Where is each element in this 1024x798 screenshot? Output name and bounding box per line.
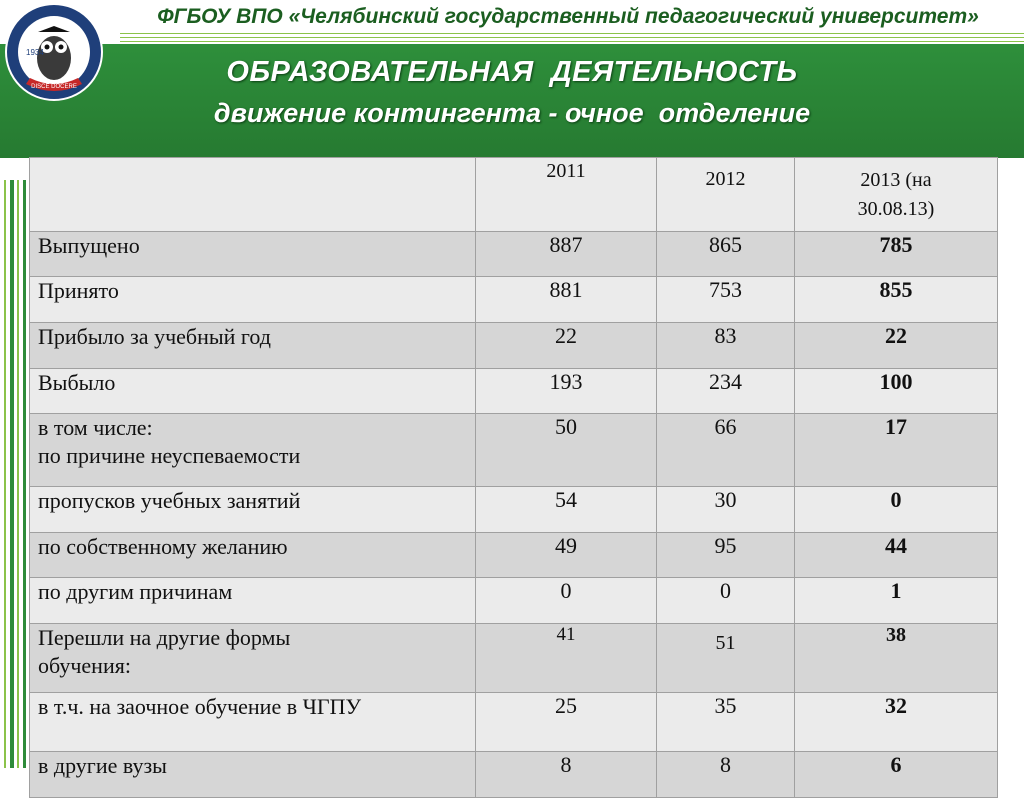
table-row (30, 232, 998, 277)
header-2012: 2012 (657, 158, 795, 232)
table-row (30, 277, 998, 323)
table-header-row (30, 158, 998, 232)
value-2012: 95 (657, 533, 795, 578)
value-2011: 887 (476, 232, 657, 277)
value-2011: 49 (476, 533, 657, 578)
value-2013: 38 (795, 624, 998, 693)
logo-year: 1934 (26, 48, 44, 57)
value-2012: 83 (657, 323, 795, 369)
value-2012: 0 (657, 578, 795, 624)
value-2011: 8 (476, 752, 657, 798)
table-row (30, 624, 998, 693)
page-title: ОБРАЗОВАТЕЛЬНАЯ ДЕЯТЕЛЬНОСТЬ (226, 56, 798, 88)
value-2012: 865 (657, 232, 795, 277)
row-label: Принято (30, 277, 476, 323)
contingent-table (29, 157, 998, 798)
value-2012: 35 (657, 693, 795, 752)
org-title: ФГБОУ ВПО «Челябинский государственный педагогический университет» (157, 5, 979, 28)
value-2013: 22 (795, 323, 998, 369)
header-2011: 2011 (476, 158, 657, 232)
side-decoration (0, 180, 30, 768)
value-2012: 66 (657, 414, 795, 487)
row-label: в другие вузы (30, 752, 476, 798)
value-2013: 855 (795, 277, 998, 323)
value-2011: 50 (476, 414, 657, 487)
value-2013: 17 (795, 414, 998, 487)
value-2011: 41 (476, 624, 657, 693)
row-label: по собственному желанию (30, 533, 476, 578)
value-2012: 8 (657, 752, 795, 798)
row-label: Прибыло за учебный год (30, 323, 476, 369)
value-2012: 234 (657, 369, 795, 414)
value-2013: 6 (795, 752, 998, 798)
value-2011: 881 (476, 277, 657, 323)
row-label: Выпущено (30, 232, 476, 277)
table-row (30, 414, 998, 487)
row-label: в том числе: по причине неуспеваемости (30, 414, 476, 487)
header-2013: 2013 (на 30.08.13) (795, 158, 998, 232)
table-row (30, 533, 998, 578)
value-2011: 25 (476, 693, 657, 752)
header-divider (120, 33, 1024, 43)
header-label-cell (30, 158, 476, 232)
table-row (30, 369, 998, 414)
value-2013: 100 (795, 369, 998, 414)
row-label: в т.ч. на заочное обучение в ЧГПУ (30, 693, 476, 752)
value-2013: 0 (795, 487, 998, 533)
value-2013: 44 (795, 533, 998, 578)
value-2013: 32 (795, 693, 998, 752)
row-label: Выбыло (30, 369, 476, 414)
value-2012: 51 (657, 624, 795, 693)
value-2011: 193 (476, 369, 657, 414)
value-2013: 785 (795, 232, 998, 277)
table-row (30, 323, 998, 369)
value-2012: 753 (657, 277, 795, 323)
table-row (30, 752, 998, 798)
row-label: пропусков учебных занятий (30, 487, 476, 533)
table-row (30, 487, 998, 533)
row-label: по другим причинам (30, 578, 476, 624)
value-2011: 22 (476, 323, 657, 369)
value-2011: 0 (476, 578, 657, 624)
row-label: Перешли на другие формы обучения: (30, 624, 476, 693)
value-2011: 54 (476, 487, 657, 533)
table-row (30, 693, 998, 752)
value-2013: 1 (795, 578, 998, 624)
table-row (30, 578, 998, 624)
value-2012: 30 (657, 487, 795, 533)
page-subtitle: движение контингента - очное отделение (213, 98, 811, 128)
logo-motto: DISCE DOCERE (31, 84, 77, 90)
